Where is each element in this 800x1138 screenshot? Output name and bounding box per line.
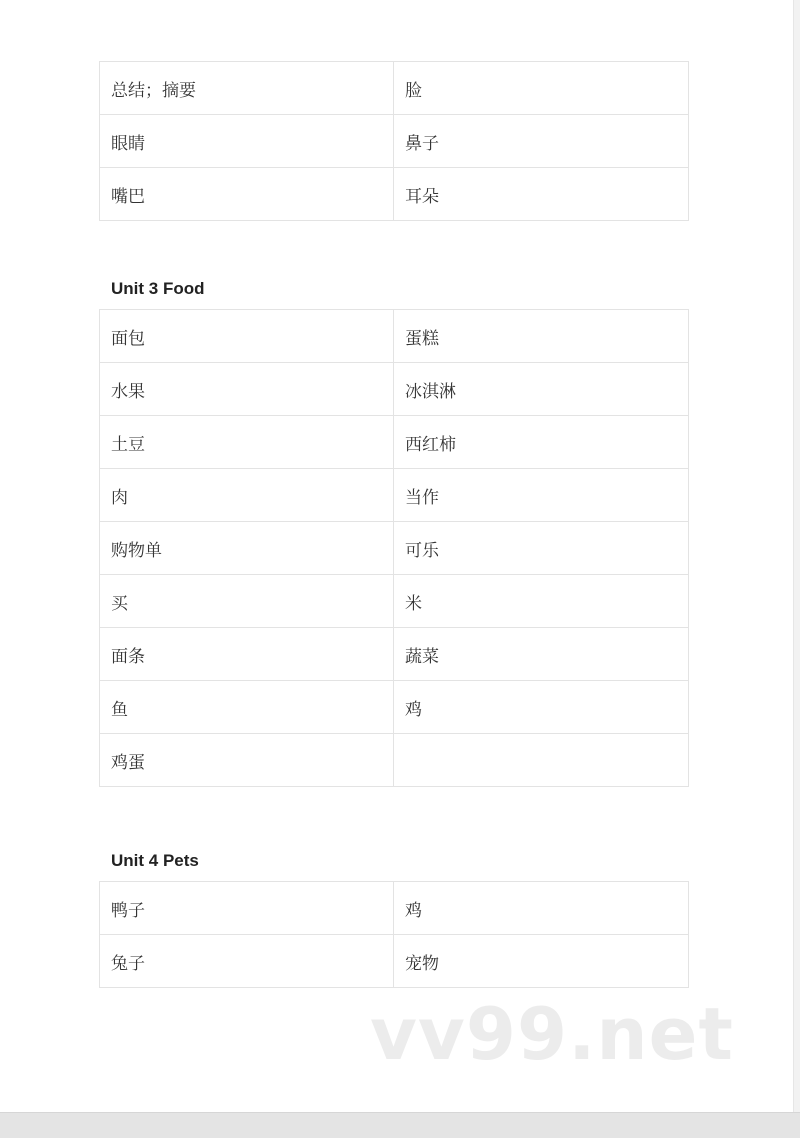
table-cell: 冰淇淋 <box>394 363 689 416</box>
table-cell: 宠物 <box>394 935 689 988</box>
table-cell: 鱼 <box>100 681 394 734</box>
table-cell: 可乐 <box>394 522 689 575</box>
table-row <box>100 469 689 522</box>
table-cell <box>394 734 689 787</box>
table-row <box>100 628 689 681</box>
table-row <box>100 522 689 575</box>
page-edge-shadow <box>794 0 800 1112</box>
table-row <box>100 681 689 734</box>
section-title-unit4: Unit 4 Pets <box>111 851 199 870</box>
table-cell: 西红柿 <box>394 416 689 469</box>
table-cell: 鸡 <box>394 681 689 734</box>
table-cell: 嘴巴 <box>100 168 394 221</box>
table-row <box>100 734 689 787</box>
table-cell: 米 <box>394 575 689 628</box>
table-cell: 鸡 <box>394 882 689 935</box>
table-cell: 面条 <box>100 628 394 681</box>
table-row <box>100 935 689 988</box>
table-cell: 兔子 <box>100 935 394 988</box>
table-row <box>100 62 689 115</box>
table-cell: 买 <box>100 575 394 628</box>
table-cell: 蔬菜 <box>394 628 689 681</box>
table-row <box>100 416 689 469</box>
table-cell: 土豆 <box>100 416 394 469</box>
table-row <box>100 882 689 935</box>
table-cell: 肉 <box>100 469 394 522</box>
table-row <box>100 168 689 221</box>
table-cell: 面包 <box>100 310 394 363</box>
table-row <box>100 310 689 363</box>
watermark: vv99.net <box>370 992 734 1076</box>
table-cell: 当作 <box>394 469 689 522</box>
table-cell: 眼睛 <box>100 115 394 168</box>
table-cell: 总结；摘要 <box>100 62 394 115</box>
table-cell: 脸 <box>394 62 689 115</box>
table-row <box>100 575 689 628</box>
vocab-table-unit2 <box>99 61 689 221</box>
vocab-table-unit4 <box>99 881 689 988</box>
table-cell: 鸭子 <box>100 882 394 935</box>
table-cell: 蛋糕 <box>394 310 689 363</box>
table-row <box>100 363 689 416</box>
section-title-unit3: Unit 3 Food <box>111 279 205 298</box>
table-cell: 耳朵 <box>394 168 689 221</box>
table-cell: 购物单 <box>100 522 394 575</box>
viewer-bottom-bar <box>0 1112 800 1138</box>
table-row <box>100 115 689 168</box>
table-cell: 鼻子 <box>394 115 689 168</box>
vocab-table-unit3 <box>99 309 689 787</box>
table-cell: 水果 <box>100 363 394 416</box>
table-cell: 鸡蛋 <box>100 734 394 787</box>
